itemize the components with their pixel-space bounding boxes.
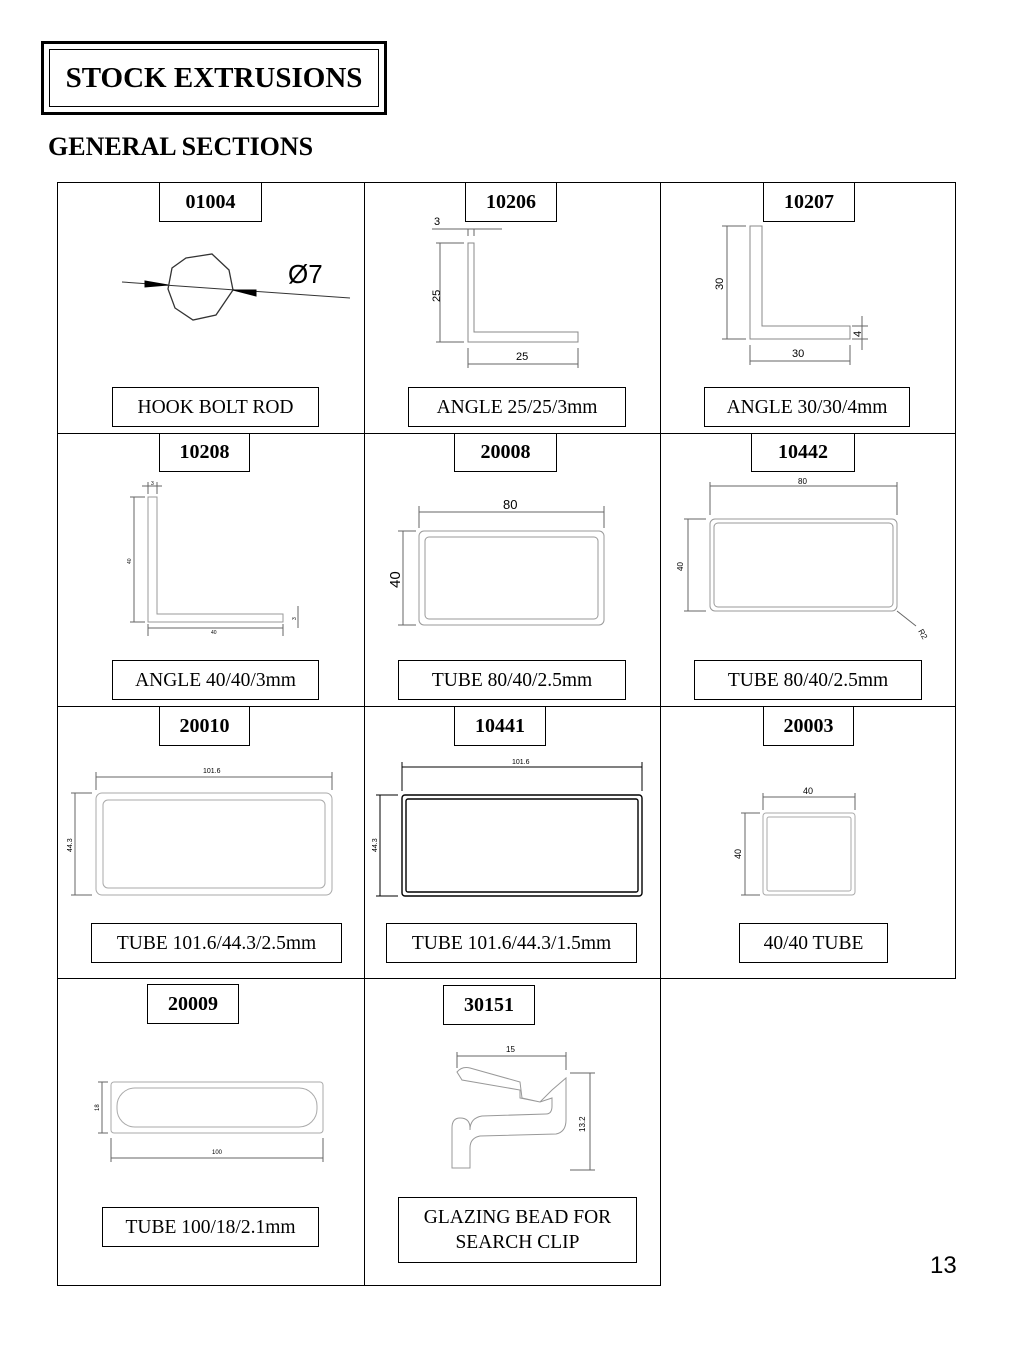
dim-text: 4 — [852, 330, 864, 337]
section-label: TUBE 80/40/2.5mm — [694, 660, 922, 700]
section-label: 40/40 TUBE — [739, 923, 888, 963]
tube-101-6-2-5-drawing — [71, 772, 332, 895]
section-label: GLAZING BEAD FOR SEARCH CLIP — [398, 1197, 637, 1263]
section-label: TUBE 101.6/44.3/2.5mm — [91, 923, 342, 963]
dim-text: 25 — [431, 289, 443, 302]
dim-text: 40 — [127, 558, 133, 564]
glazing-bead-drawing — [452, 1052, 595, 1170]
dim-text: 30 — [792, 348, 805, 360]
dim-text: 100 — [212, 1150, 223, 1156]
code-box: 10206 — [465, 182, 557, 222]
dim-text: 44.3 — [372, 838, 379, 852]
dim-text: 40 — [733, 848, 743, 859]
section-label: TUBE 80/40/2.5mm — [398, 660, 626, 700]
dim-text: 25 — [516, 351, 529, 363]
dim-text: 101.6 — [512, 759, 530, 766]
angle-30-drawing — [722, 226, 868, 365]
code-box: 20003 — [763, 706, 854, 746]
code-box: 30151 — [443, 985, 535, 1025]
dim-text: 40 — [803, 786, 814, 796]
code-box: 10441 — [454, 706, 546, 746]
dim-text: R2 — [916, 627, 930, 641]
dim-text: 80 — [503, 497, 518, 512]
section-label: ANGLE 40/40/3mm — [112, 660, 319, 700]
dim-text: 3 — [434, 216, 441, 228]
section-label: ANGLE 30/30/4mm — [704, 387, 910, 427]
tube-40-40-drawing — [741, 793, 855, 895]
code-box: 20010 — [159, 706, 250, 746]
code-box: 20009 — [147, 984, 239, 1024]
angle-40-drawing — [130, 482, 298, 636]
dim-text: 80 — [798, 477, 807, 486]
section-label: ANGLE 25/25/3mm — [408, 387, 626, 427]
tube-100-18-drawing — [98, 1082, 323, 1162]
tube-80-40-drawing — [398, 506, 604, 625]
code-box: 10442 — [751, 433, 855, 472]
section-heading: GENERAL SECTIONS — [48, 132, 314, 161]
angle-25-drawing — [432, 229, 578, 368]
code-box: 10208 — [159, 433, 250, 472]
dim-text: 3 — [151, 481, 154, 487]
page-title: STOCK EXTRUSIONS — [49, 49, 379, 107]
section-label: HOOK BOLT ROD — [112, 387, 319, 427]
code-box: 20008 — [454, 433, 557, 472]
code-box: 10207 — [763, 182, 855, 222]
page-number: 13 — [930, 1252, 957, 1279]
dim-text: 30 — [714, 277, 726, 290]
tube-80-40-r2-drawing — [684, 482, 916, 626]
tube-101-6-1-5-drawing — [376, 762, 642, 896]
dim-text: 40 — [387, 571, 404, 588]
code-box: 01004 — [159, 182, 262, 222]
section-label: TUBE 101.6/44.3/1.5mm — [386, 923, 637, 963]
dim-text: 15 — [506, 1045, 515, 1054]
dim-text: 3 — [292, 617, 298, 620]
dim-text: 18 — [95, 1104, 101, 1111]
dim-text: 13.2 — [578, 1116, 587, 1132]
dim-text: 101.6 — [203, 768, 221, 775]
dim-text: 40 — [676, 562, 685, 571]
dim-text: Ø7 — [288, 259, 323, 289]
section-label: TUBE 100/18/2.1mm — [102, 1207, 319, 1247]
dim-text: 40 — [211, 630, 217, 636]
dim-text: 44.3 — [67, 838, 74, 852]
